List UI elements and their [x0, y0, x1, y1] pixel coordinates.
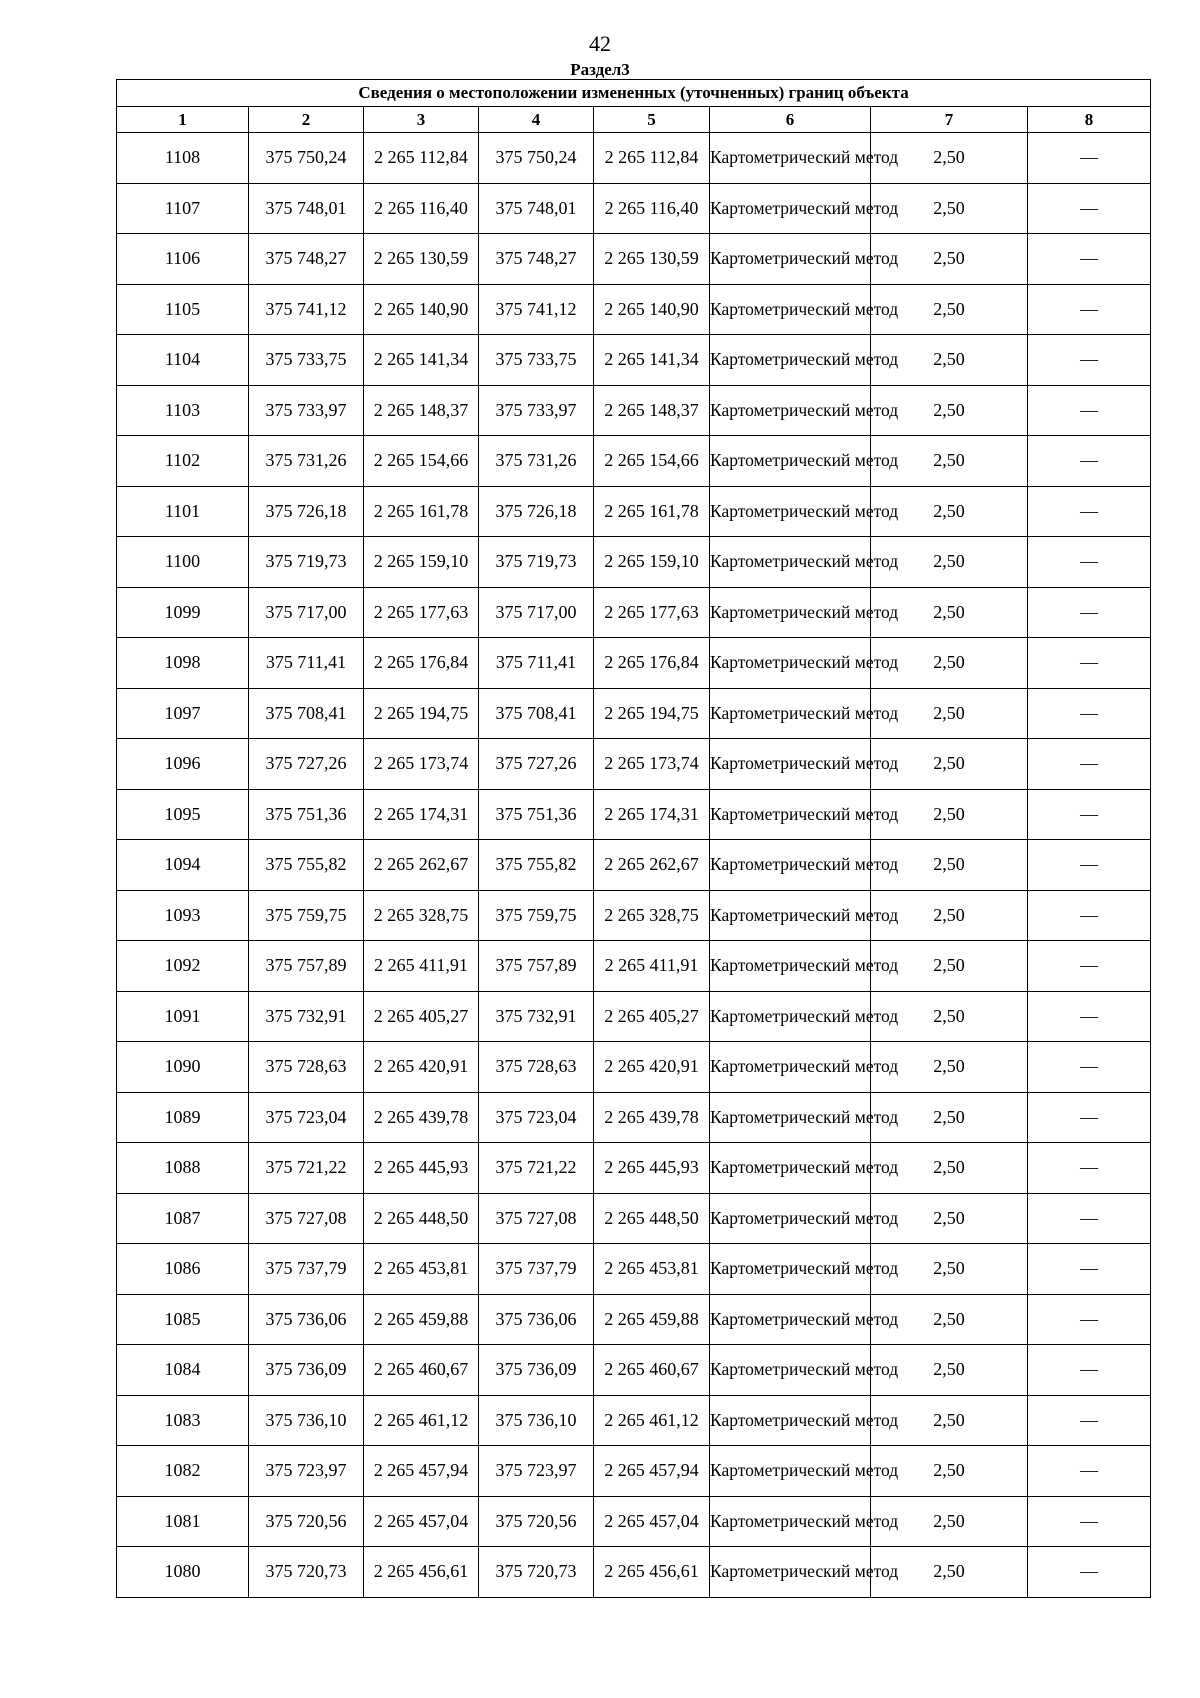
method-cell: Картометрический метод: [710, 587, 871, 638]
point-number-cell: 1094: [117, 840, 249, 891]
y-coordinate-cell: 2 265 445,93: [594, 1143, 710, 1194]
y-coordinate-cell: 2 265 130,59: [364, 234, 479, 285]
note-cell: —: [1028, 486, 1151, 537]
x-coordinate-cell: 375 757,89: [479, 941, 594, 992]
note-cell: —: [1028, 1042, 1151, 1093]
x-coordinate-cell: 375 720,73: [249, 1547, 364, 1598]
accuracy-cell: 2,50: [871, 1193, 1028, 1244]
point-number-cell: 1107: [117, 183, 249, 234]
accuracy-cell: 2,50: [871, 1092, 1028, 1143]
accuracy-cell: 2,50: [871, 1294, 1028, 1345]
accuracy-cell: 2,50: [871, 587, 1028, 638]
x-coordinate-cell: 375 723,04: [249, 1092, 364, 1143]
x-coordinate-cell: 375 755,82: [249, 840, 364, 891]
y-coordinate-cell: 2 265 459,88: [594, 1294, 710, 1345]
point-number-cell: 1108: [117, 133, 249, 184]
x-coordinate-cell: 375 717,00: [249, 587, 364, 638]
x-coordinate-cell: 375 736,09: [479, 1345, 594, 1396]
accuracy-cell: 2,50: [871, 284, 1028, 335]
note-cell: —: [1028, 335, 1151, 386]
x-coordinate-cell: 375 728,63: [249, 1042, 364, 1093]
y-coordinate-cell: 2 265 460,67: [594, 1345, 710, 1396]
y-coordinate-cell: 2 265 457,04: [594, 1496, 710, 1547]
point-number-cell: 1096: [117, 739, 249, 790]
method-cell: Картометрический метод: [710, 133, 871, 184]
method-cell: Картометрический метод: [710, 1294, 871, 1345]
x-coordinate-cell: 375 748,01: [249, 183, 364, 234]
accuracy-cell: 2,50: [871, 486, 1028, 537]
table-row: [117, 638, 1151, 689]
y-coordinate-cell: 2 265 112,84: [364, 133, 479, 184]
point-number-cell: 1087: [117, 1193, 249, 1244]
table-row: [117, 1345, 1151, 1396]
column-header: 7: [871, 107, 1028, 133]
point-number-cell: 1098: [117, 638, 249, 689]
table-row: [117, 486, 1151, 537]
accuracy-cell: 2,50: [871, 941, 1028, 992]
y-coordinate-cell: 2 265 457,94: [594, 1446, 710, 1497]
x-coordinate-cell: 375 750,24: [479, 133, 594, 184]
accuracy-cell: 2,50: [871, 1496, 1028, 1547]
method-cell: Картометрический метод: [710, 890, 871, 941]
x-coordinate-cell: 375 732,91: [479, 991, 594, 1042]
point-number-cell: 1099: [117, 587, 249, 638]
x-coordinate-cell: 375 733,97: [479, 385, 594, 436]
y-coordinate-cell: 2 265 194,75: [594, 688, 710, 739]
point-number-cell: 1088: [117, 1143, 249, 1194]
x-coordinate-cell: 375 726,18: [249, 486, 364, 537]
table-row: [117, 789, 1151, 840]
x-coordinate-cell: 375 733,75: [479, 335, 594, 386]
accuracy-cell: 2,50: [871, 638, 1028, 689]
y-coordinate-cell: 2 265 173,74: [594, 739, 710, 790]
note-cell: —: [1028, 183, 1151, 234]
accuracy-cell: 2,50: [871, 537, 1028, 588]
point-number-cell: 1095: [117, 789, 249, 840]
table-body: [117, 133, 1151, 1598]
table-row: [117, 991, 1151, 1042]
method-cell: Картометрический метод: [710, 234, 871, 285]
y-coordinate-cell: 2 265 457,04: [364, 1496, 479, 1547]
x-coordinate-cell: 375 711,41: [479, 638, 594, 689]
accuracy-cell: 2,50: [871, 840, 1028, 891]
y-coordinate-cell: 2 265 461,12: [364, 1395, 479, 1446]
y-coordinate-cell: 2 265 439,78: [594, 1092, 710, 1143]
x-coordinate-cell: 375 726,18: [479, 486, 594, 537]
note-cell: —: [1028, 991, 1151, 1042]
x-coordinate-cell: 375 731,26: [479, 436, 594, 487]
x-coordinate-cell: 375 723,97: [479, 1446, 594, 1497]
note-cell: —: [1028, 1547, 1151, 1598]
column-header: 1: [117, 107, 249, 133]
coordinates-table: [116, 79, 1151, 1598]
y-coordinate-cell: 2 265 405,27: [364, 991, 479, 1042]
method-cell: Картометрический метод: [710, 183, 871, 234]
accuracy-cell: 2,50: [871, 688, 1028, 739]
y-coordinate-cell: 2 265 174,31: [594, 789, 710, 840]
x-coordinate-cell: 375 708,41: [249, 688, 364, 739]
accuracy-cell: 2,50: [871, 385, 1028, 436]
note-cell: —: [1028, 385, 1151, 436]
x-coordinate-cell: 375 727,26: [479, 739, 594, 790]
x-coordinate-cell: 375 719,73: [249, 537, 364, 588]
x-coordinate-cell: 375 717,00: [479, 587, 594, 638]
note-cell: —: [1028, 638, 1151, 689]
note-cell: —: [1028, 1446, 1151, 1497]
x-coordinate-cell: 375 720,56: [479, 1496, 594, 1547]
table-title: Сведения о местоположении измененных (уточненных) границ объекта: [117, 80, 1151, 107]
table-row: [117, 537, 1151, 588]
x-coordinate-cell: 375 711,41: [249, 638, 364, 689]
note-cell: —: [1028, 840, 1151, 891]
accuracy-cell: 2,50: [871, 739, 1028, 790]
y-coordinate-cell: 2 265 457,94: [364, 1446, 479, 1497]
y-coordinate-cell: 2 265 456,61: [364, 1547, 479, 1598]
point-number-cell: 1102: [117, 436, 249, 487]
table-row: [117, 890, 1151, 941]
note-cell: —: [1028, 436, 1151, 487]
table-row: [117, 1446, 1151, 1497]
note-cell: —: [1028, 1345, 1151, 1396]
x-coordinate-cell: 375 750,24: [249, 133, 364, 184]
accuracy-cell: 2,50: [871, 234, 1028, 285]
x-coordinate-cell: 375 737,79: [249, 1244, 364, 1295]
y-coordinate-cell: 2 265 176,84: [364, 638, 479, 689]
x-coordinate-cell: 375 732,91: [249, 991, 364, 1042]
note-cell: —: [1028, 739, 1151, 790]
point-number-cell: 1082: [117, 1446, 249, 1497]
y-coordinate-cell: 2 265 174,31: [364, 789, 479, 840]
x-coordinate-cell: 375 736,06: [479, 1294, 594, 1345]
method-cell: Картометрический метод: [710, 1345, 871, 1396]
point-number-cell: 1089: [117, 1092, 249, 1143]
x-coordinate-cell: 375 727,08: [249, 1193, 364, 1244]
y-coordinate-cell: 2 265 411,91: [594, 941, 710, 992]
x-coordinate-cell: 375 759,75: [479, 890, 594, 941]
x-coordinate-cell: 375 736,09: [249, 1345, 364, 1396]
y-coordinate-cell: 2 265 445,93: [364, 1143, 479, 1194]
point-number-cell: 1084: [117, 1345, 249, 1396]
table-row: [117, 1294, 1151, 1345]
method-cell: Картометрический метод: [710, 941, 871, 992]
x-coordinate-cell: 375 719,73: [479, 537, 594, 588]
y-coordinate-cell: 2 265 411,91: [364, 941, 479, 992]
table-row: [117, 133, 1151, 184]
section-title: Раздел3: [570, 60, 630, 79]
note-cell: —: [1028, 789, 1151, 840]
method-cell: Картометрический метод: [710, 1193, 871, 1244]
y-coordinate-cell: 2 265 148,37: [594, 385, 710, 436]
table-title-row: [117, 80, 1151, 107]
note-cell: —: [1028, 1193, 1151, 1244]
table-row: [117, 1496, 1151, 1547]
point-number-cell: 1106: [117, 234, 249, 285]
y-coordinate-cell: 2 265 173,74: [364, 739, 479, 790]
point-number-cell: 1091: [117, 991, 249, 1042]
table-row: [117, 1244, 1151, 1295]
y-coordinate-cell: 2 265 453,81: [364, 1244, 479, 1295]
x-coordinate-cell: 375 748,01: [479, 183, 594, 234]
note-cell: —: [1028, 133, 1151, 184]
x-coordinate-cell: 375 733,97: [249, 385, 364, 436]
method-cell: Картометрический метод: [710, 840, 871, 891]
point-number-cell: 1080: [117, 1547, 249, 1598]
x-coordinate-cell: 375 727,26: [249, 739, 364, 790]
table-row: [117, 385, 1151, 436]
x-coordinate-cell: 375 736,06: [249, 1294, 364, 1345]
x-coordinate-cell: 375 748,27: [249, 234, 364, 285]
y-coordinate-cell: 2 265 148,37: [364, 385, 479, 436]
point-number-cell: 1086: [117, 1244, 249, 1295]
table-row: [117, 587, 1151, 638]
x-coordinate-cell: 375 748,27: [479, 234, 594, 285]
y-coordinate-cell: 2 265 130,59: [594, 234, 710, 285]
y-coordinate-cell: 2 265 262,67: [594, 840, 710, 891]
note-cell: —: [1028, 1092, 1151, 1143]
x-coordinate-cell: 375 728,63: [479, 1042, 594, 1093]
point-number-cell: 1104: [117, 335, 249, 386]
y-coordinate-cell: 2 265 328,75: [364, 890, 479, 941]
y-coordinate-cell: 2 265 194,75: [364, 688, 479, 739]
method-cell: Картометрический метод: [710, 991, 871, 1042]
y-coordinate-cell: 2 265 161,78: [594, 486, 710, 537]
table-row: [117, 688, 1151, 739]
y-coordinate-cell: 2 265 159,10: [594, 537, 710, 588]
note-cell: —: [1028, 587, 1151, 638]
note-cell: —: [1028, 1496, 1151, 1547]
point-number-cell: 1105: [117, 284, 249, 335]
x-coordinate-cell: 375 723,97: [249, 1446, 364, 1497]
note-cell: —: [1028, 537, 1151, 588]
accuracy-cell: 2,50: [871, 890, 1028, 941]
note-cell: —: [1028, 1395, 1151, 1446]
note-cell: —: [1028, 1294, 1151, 1345]
x-coordinate-cell: 375 751,36: [479, 789, 594, 840]
table-row: [117, 234, 1151, 285]
y-coordinate-cell: 2 265 176,84: [594, 638, 710, 689]
method-cell: Картометрический метод: [710, 486, 871, 537]
x-coordinate-cell: 375 757,89: [249, 941, 364, 992]
point-number-cell: 1081: [117, 1496, 249, 1547]
accuracy-cell: 2,50: [871, 1547, 1028, 1598]
x-coordinate-cell: 375 737,79: [479, 1244, 594, 1295]
method-cell: Картометрический метод: [710, 1496, 871, 1547]
column-header: 8: [1028, 107, 1151, 133]
column-header: 3: [364, 107, 479, 133]
table-row: [117, 1042, 1151, 1093]
accuracy-cell: 2,50: [871, 335, 1028, 386]
y-coordinate-cell: 2 265 154,66: [594, 436, 710, 487]
column-header: 4: [479, 107, 594, 133]
accuracy-cell: 2,50: [871, 1042, 1028, 1093]
y-coordinate-cell: 2 265 461,12: [594, 1395, 710, 1446]
x-coordinate-cell: 375 727,08: [479, 1193, 594, 1244]
table-row: [117, 1193, 1151, 1244]
accuracy-cell: 2,50: [871, 1395, 1028, 1446]
method-cell: Картометрический метод: [710, 688, 871, 739]
y-coordinate-cell: 2 265 460,67: [364, 1345, 479, 1396]
method-cell: Картометрический метод: [710, 284, 871, 335]
point-number-cell: 1083: [117, 1395, 249, 1446]
method-cell: Картометрический метод: [710, 1446, 871, 1497]
method-cell: Картометрический метод: [710, 1143, 871, 1194]
accuracy-cell: 2,50: [871, 183, 1028, 234]
table-row: [117, 1547, 1151, 1598]
y-coordinate-cell: 2 265 141,34: [594, 335, 710, 386]
column-header: 2: [249, 107, 364, 133]
note-cell: —: [1028, 941, 1151, 992]
x-coordinate-cell: 375 733,75: [249, 335, 364, 386]
x-coordinate-cell: 375 720,56: [249, 1496, 364, 1547]
y-coordinate-cell: 2 265 420,91: [594, 1042, 710, 1093]
column-header: 6: [710, 107, 871, 133]
point-number-cell: 1103: [117, 385, 249, 436]
method-cell: Картометрический метод: [710, 1244, 871, 1295]
x-coordinate-cell: 375 741,12: [479, 284, 594, 335]
method-cell: Картометрический метод: [710, 1395, 871, 1446]
x-coordinate-cell: 375 731,26: [249, 436, 364, 487]
table-row: [117, 1395, 1151, 1446]
point-number-cell: 1090: [117, 1042, 249, 1093]
y-coordinate-cell: 2 265 116,40: [594, 183, 710, 234]
y-coordinate-cell: 2 265 262,67: [364, 840, 479, 891]
point-number-cell: 1092: [117, 941, 249, 992]
accuracy-cell: 2,50: [871, 789, 1028, 840]
accuracy-cell: 2,50: [871, 436, 1028, 487]
x-coordinate-cell: 375 721,22: [479, 1143, 594, 1194]
point-number-cell: 1093: [117, 890, 249, 941]
y-coordinate-cell: 2 265 116,40: [364, 183, 479, 234]
y-coordinate-cell: 2 265 161,78: [364, 486, 479, 537]
x-coordinate-cell: 375 708,41: [479, 688, 594, 739]
accuracy-cell: 2,50: [871, 1446, 1028, 1497]
table-row: [117, 436, 1151, 487]
y-coordinate-cell: 2 265 420,91: [364, 1042, 479, 1093]
y-coordinate-cell: 2 265 112,84: [594, 133, 710, 184]
table-row: [117, 284, 1151, 335]
x-coordinate-cell: 375 736,10: [249, 1395, 364, 1446]
note-cell: —: [1028, 284, 1151, 335]
accuracy-cell: 2,50: [871, 991, 1028, 1042]
method-cell: Картометрический метод: [710, 537, 871, 588]
point-number-cell: 1101: [117, 486, 249, 537]
method-cell: Картометрический метод: [710, 739, 871, 790]
point-number-cell: 1097: [117, 688, 249, 739]
note-cell: —: [1028, 688, 1151, 739]
x-coordinate-cell: 375 751,36: [249, 789, 364, 840]
method-cell: Картометрический метод: [710, 1547, 871, 1598]
x-coordinate-cell: 375 755,82: [479, 840, 594, 891]
accuracy-cell: 2,50: [871, 1143, 1028, 1194]
x-coordinate-cell: 375 723,04: [479, 1092, 594, 1143]
method-cell: Картометрический метод: [710, 1092, 871, 1143]
table-row: [117, 335, 1151, 386]
y-coordinate-cell: 2 265 456,61: [594, 1547, 710, 1598]
y-coordinate-cell: 2 265 140,90: [594, 284, 710, 335]
method-cell: Картометрический метод: [710, 638, 871, 689]
y-coordinate-cell: 2 265 448,50: [594, 1193, 710, 1244]
table-row: [117, 840, 1151, 891]
y-coordinate-cell: 2 265 159,10: [364, 537, 479, 588]
method-cell: Картометрический метод: [710, 385, 871, 436]
table-row: [117, 739, 1151, 790]
note-cell: —: [1028, 1244, 1151, 1295]
table-row: [117, 1143, 1151, 1194]
accuracy-cell: 2,50: [871, 1345, 1028, 1396]
y-coordinate-cell: 2 265 448,50: [364, 1193, 479, 1244]
accuracy-cell: 2,50: [871, 133, 1028, 184]
point-number-cell: 1100: [117, 537, 249, 588]
y-coordinate-cell: 2 265 328,75: [594, 890, 710, 941]
column-header: 5: [594, 107, 710, 133]
x-coordinate-cell: 375 736,10: [479, 1395, 594, 1446]
page-number: 42: [589, 31, 611, 56]
y-coordinate-cell: 2 265 459,88: [364, 1294, 479, 1345]
method-cell: Картометрический метод: [710, 335, 871, 386]
x-coordinate-cell: 375 741,12: [249, 284, 364, 335]
y-coordinate-cell: 2 265 453,81: [594, 1244, 710, 1295]
x-coordinate-cell: 375 759,75: [249, 890, 364, 941]
y-coordinate-cell: 2 265 140,90: [364, 284, 479, 335]
table-row: [117, 1092, 1151, 1143]
y-coordinate-cell: 2 265 177,63: [594, 587, 710, 638]
accuracy-cell: 2,50: [871, 1244, 1028, 1295]
y-coordinate-cell: 2 265 141,34: [364, 335, 479, 386]
note-cell: —: [1028, 890, 1151, 941]
y-coordinate-cell: 2 265 154,66: [364, 436, 479, 487]
y-coordinate-cell: 2 265 405,27: [594, 991, 710, 1042]
column-number-row: [117, 107, 1151, 133]
x-coordinate-cell: 375 720,73: [479, 1547, 594, 1598]
note-cell: —: [1028, 234, 1151, 285]
method-cell: Картометрический метод: [710, 789, 871, 840]
method-cell: Картометрический метод: [710, 1042, 871, 1093]
method-cell: Картометрический метод: [710, 436, 871, 487]
note-cell: —: [1028, 1143, 1151, 1194]
table-row: [117, 941, 1151, 992]
x-coordinate-cell: 375 721,22: [249, 1143, 364, 1194]
y-coordinate-cell: 2 265 439,78: [364, 1092, 479, 1143]
table-row: [117, 183, 1151, 234]
y-coordinate-cell: 2 265 177,63: [364, 587, 479, 638]
point-number-cell: 1085: [117, 1294, 249, 1345]
